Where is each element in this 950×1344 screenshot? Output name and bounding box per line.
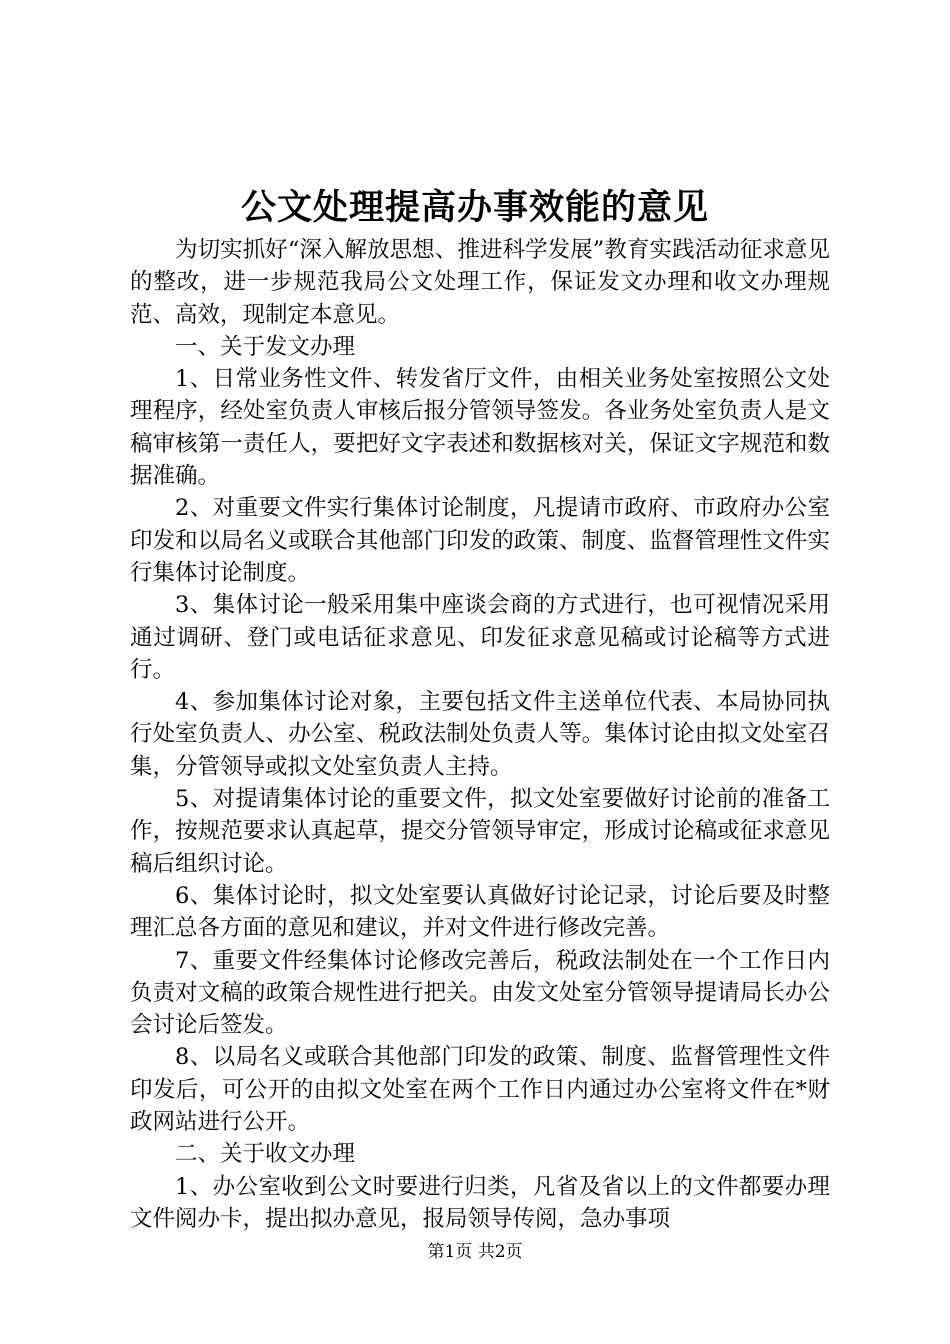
list-item: 1、办公室收到公文时要进行归类，凡省及省以上的文件都要办理文件阅办卡，提出拟办意见，报局领导传阅，急办事项: [130, 1173, 830, 1232]
list-item: 5、对提请集体讨论的重要文件，拟文处室要做好讨论前的准备工作，按规范要求认真起草，提交分管领导审定，形成讨论稿或征求意见稿后组织讨论。: [130, 786, 830, 877]
list-item: 4、参加集体讨论对象，主要包括文件主送单位代表、本局协同执行处室负责人、办公室、税政法制处负责人等。集体讨论由拟文处室召集，分管领导或拟文处室负责人主持。: [130, 689, 830, 780]
list-item: 6、集体讨论时，拟文处室要认真做好讨论记录，讨论后要及时整理汇总各方面的意见和建议，并对文件进行修改完善。: [130, 882, 830, 942]
section-heading-outgoing: 一、关于发文办理: [175, 333, 356, 360]
page-footer: 第1页 共2页: [427, 1242, 523, 1262]
list-item: 1、日常业务性文件、转发省厅文件，由相关业务处室按照公文处理程序，经处室负责人审核后报分管领导签发。各业务处室负责人是文稿审核第一责任人，要把好文字表述和数据核对关，保证文字规范和数据准确。: [130, 366, 830, 490]
list-item: 3、集体讨论一般采用集中座谈会商的方式进行，也可视情况采用通过调研、登门或电话征求意见、印发征求意见稿或讨论稿等方式进行。: [130, 592, 830, 683]
section-heading-incoming: 二、关于收文办理: [175, 1141, 356, 1168]
intro-paragraph: 为切实抓好“深入解放思想、推进科学发展”教育实践活动征求意见的整改，进一步规范我局公文处理工作，保证发文办理和收文办理规范、高效，现制定本意见。: [130, 237, 830, 328]
document-body: [130, 234, 830, 1235]
page-title: 公文处理提高办事效能的意见: [240, 187, 709, 228]
list-item: 7、重要文件经集体讨论修改完善后，税政法制处在一个工作日内负责对文稿的政策合规性进行把关。由发文处室分管领导提请局长办公会讨论后签发。: [130, 947, 830, 1039]
list-item: 2、对重要文件实行集体讨论制度，凡提请市政府、市政府办公室印发和以局名义或联合其他部门印发的政策、制度、监督管理性文件实行集体讨论制度。: [130, 495, 830, 586]
list-item: 8、以局名义或联合其他部门印发的政策、制度、监督管理性文件印发后，可公开的由拟文处室在两个工作日内通过办公室将文件在*财政网站进行公开。: [130, 1044, 830, 1136]
